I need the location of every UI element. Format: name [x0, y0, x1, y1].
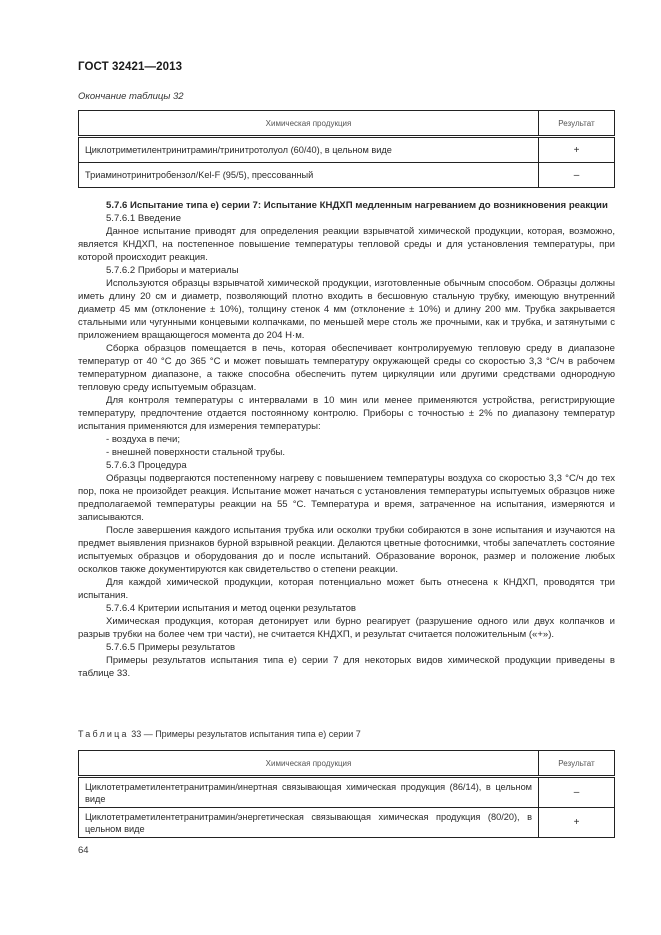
- table-header-row: [79, 111, 615, 137]
- column-header-result: Результат: [539, 111, 615, 137]
- column-header-product: Химическая продукция: [79, 111, 539, 137]
- column-header-product: Химическая продукция: [79, 751, 539, 777]
- section-heading: 5.7.6 Испытание типа е) серии 7: Испытание КНДХП медленным нагреванием до возникновения реакции: [106, 200, 608, 211]
- result-cell: +: [539, 808, 615, 838]
- page-number: 64: [78, 845, 89, 856]
- paragraph: Сборка образцов помещается в печь, которая обеспечивает контролируемую тепловую среду в диапазоне температур от 40 °С до 365 °С и может повышать температуру окружающей среды со скоростью 3,3 °С/ч в рабочем температурном диапазоне, а также способна обеспечить путем циркуляции или другими средствами однородную тепловую среду испытуемым образцам.: [78, 343, 615, 393]
- product-name-cell: Циклотриметилентринитрамин/тринитротолуол (60/40), в цельном виде: [79, 137, 539, 163]
- product-name-cell: Триаминотринитробензол/Kel-F (95/5), прессованный: [79, 163, 539, 188]
- subsection-title: 5.7.6.4 Критерии испытания и метод оценки результатов: [106, 603, 356, 614]
- paragraph: После завершения каждого испытания трубка или осколки трубки собираются в зоне испытания и изучаются на предмет выявления признаков бурной взрывной реакции. Делаются цветные фотоснимки, чтобы запечатлеть состояние испытуемых образцов и оборудования до и после испытаний. Образование воронок, размер и положение любых осколков также документируются как свидетельство о степени реакции.: [78, 525, 615, 575]
- table-row: [79, 777, 615, 808]
- subsection-title: 5.7.6.3 Процедура: [106, 460, 187, 471]
- product-name-cell: Циклотетраметилентетранитрамин/инертная связывающая химическая продукция (86/14), в цельном виде: [79, 777, 539, 808]
- table-row: [79, 808, 615, 838]
- subsection-title: 5.7.6.5 Примеры результатов: [106, 642, 236, 653]
- paragraph: Образцы подвергаются постепенному нагреву с повышением температуры воздуха со скоростью 3,3 °С/ч до тех пор, пока не произойдет реакция. Испытание может начаться с установления температуры испытуемых образцов ниже предполагаемой температуры реакции на 55 °С. Температура и время, затраченное на испытания, измеряются и записываются.: [78, 473, 615, 523]
- subsection-title: 5.7.6.1 Введение: [106, 213, 182, 224]
- paragraph: Данное испытание приводят для определения реакции взрывчатой химической продукции, которая, возможно, является КНДХП, на постепенное повышение температуры тепловой среды и для установления температуры, при которой происходит реакция.: [78, 226, 615, 263]
- column-header-result: Результат: [539, 751, 615, 777]
- list-item: - внешней поверхности стальной трубы.: [106, 447, 286, 458]
- paragraph: Для контроля температуры с интервалами в 10 мин или менее применяются устройства, регистрирующие температуру, предпочтение отдается постоянному контролю. Приборы с точностью ± 2% по диапазону температур испытания применяются для измерения температуры:: [78, 395, 615, 432]
- table-32: [78, 110, 615, 188]
- table-row: [79, 137, 615, 163]
- result-cell: +: [539, 137, 615, 163]
- section-body: [78, 199, 615, 680]
- paragraph: Для каждой химической продукции, которая потенциально может быть отнесена к КНДХП, проводятся три испытания.: [78, 577, 615, 601]
- table-header-row: [79, 751, 615, 777]
- table-caption-text: 33 — Примеры результатов испытания типа е) серии 7: [128, 729, 361, 739]
- document-standard-header: ГОСТ 32421—2013: [78, 61, 183, 73]
- table-caption-label: Таблица: [78, 729, 129, 739]
- result-cell: –: [539, 777, 615, 808]
- table33-caption: [78, 729, 361, 739]
- paragraph: Химическая продукция, которая детонирует или бурно реагирует (разрушение одного или двух колпачков и разрыв трубки на более чем три части), не считается КНДХП, и результат считается положительным («+»).: [78, 616, 615, 640]
- paragraph: Примеры результатов испытания типа е) серии 7 для некоторых видов химической продукции приведены в таблице 33.: [78, 655, 615, 679]
- product-name-cell: Циклотетраметилентетранитрамин/энергетическая связывающая химическая продукция (80/20), в цельном виде: [79, 808, 539, 838]
- table-33: [78, 750, 615, 838]
- subsection-title: 5.7.6.2 Приборы и материалы: [106, 265, 239, 276]
- table32-continuation-caption: Окончание таблицы 32: [78, 91, 184, 102]
- result-cell: –: [539, 163, 615, 188]
- paragraph: Используются образцы взрывчатой химической продукции, изготовленные обычным способом. Образцы должны иметь длину 20 см и диаметр, позволяющий плотно входить в бесшовную стальную трубку, имеющую внутренний диаметр 45 мм (отклонение ± 10%), толщину стенок 4 мм (отклонение ± 10%) и длину 200 мм. Трубка закрывается стальными или чугунными концевыми колпачками, по меньшей мере столь же прочными, как и трубка, и затянутыми с приложением вращающегося момента до 204 Н·м.: [78, 278, 615, 341]
- table-row: [79, 163, 615, 188]
- list-item: - воздуха в печи;: [106, 434, 180, 445]
